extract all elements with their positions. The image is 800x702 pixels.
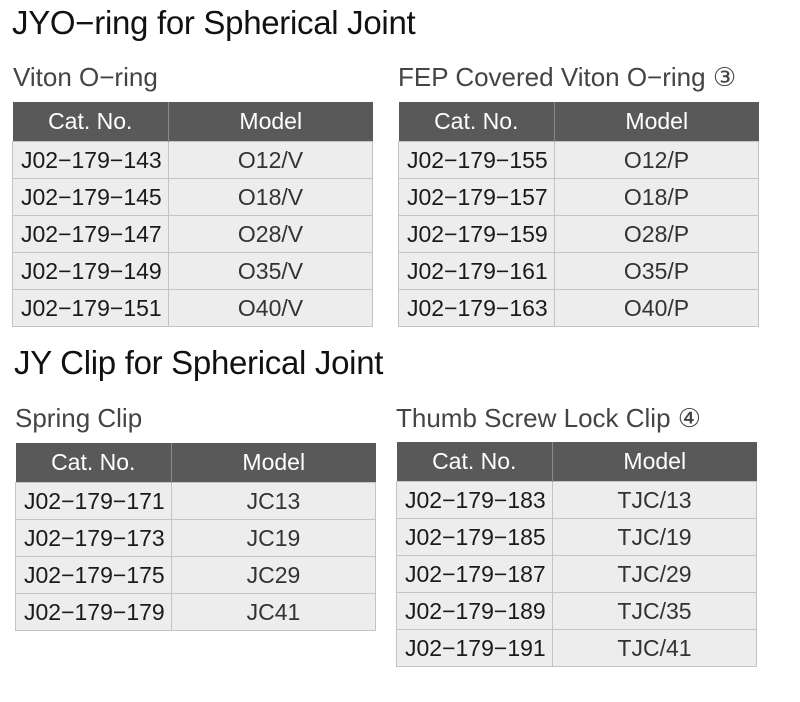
table-header-row [397, 442, 757, 482]
model-cell: TJC/13 [553, 482, 757, 519]
cat-no-cell: J02−179−191 [397, 630, 553, 667]
table-title-spring-clip: Spring Clip [15, 403, 143, 433]
table-row [16, 520, 376, 557]
model-cell: TJC/41 [553, 630, 757, 667]
cat-no-cell: J02−179−183 [397, 482, 553, 519]
thumb-screw-lock-clip-table [396, 442, 757, 667]
table-row [16, 483, 376, 520]
table-row [397, 482, 757, 519]
cat-no-cell: J02−179−173 [16, 520, 172, 557]
table-header-row [16, 443, 376, 483]
model-cell: O35/V [169, 253, 373, 290]
cat-no-cell: J02−179−147 [13, 216, 169, 253]
model-cell: O28/V [169, 216, 373, 253]
model-cell: JC19 [172, 520, 376, 557]
column-header-model: Model [555, 102, 759, 142]
table-row [13, 179, 373, 216]
table-row [397, 593, 757, 630]
cat-no-cell: J02−179−161 [399, 253, 555, 290]
model-cell: O12/V [169, 142, 373, 179]
table-title-viton-o-ring: Viton O−ring [13, 62, 158, 92]
table-header-row [13, 102, 373, 142]
spring-clip-table [15, 443, 376, 631]
fep-covered-viton-o-ring-table [398, 102, 759, 327]
table-row [16, 557, 376, 594]
column-header-cat-no: Cat. No. [399, 102, 555, 142]
model-cell: TJC/29 [553, 556, 757, 593]
model-cell: O35/P [555, 253, 759, 290]
cat-no-cell: J02−179−151 [13, 290, 169, 327]
model-cell: O28/P [555, 216, 759, 253]
column-header-model: Model [169, 102, 373, 142]
table-header-row [399, 102, 759, 142]
table-title-fep-covered-viton-o-ring: FEP Covered Viton O−ring ③ [398, 62, 737, 92]
section-title-jyo-ring: JYO−ring for Spherical Joint [12, 4, 416, 41]
column-header-cat-no: Cat. No. [13, 102, 169, 142]
column-header-cat-no: Cat. No. [397, 442, 553, 482]
cat-no-cell: J02−179−189 [397, 593, 553, 630]
column-header-model: Model [172, 443, 376, 483]
model-cell: O18/P [555, 179, 759, 216]
model-cell: O40/P [555, 290, 759, 327]
table-row [399, 253, 759, 290]
table-row [13, 142, 373, 179]
model-cell: JC29 [172, 557, 376, 594]
table-title-thumb-screw-lock-clip: Thumb Screw Lock Clip ④ [396, 403, 702, 433]
cat-no-cell: J02−179−187 [397, 556, 553, 593]
cat-no-cell: J02−179−171 [16, 483, 172, 520]
cat-no-cell: J02−179−159 [399, 216, 555, 253]
cat-no-cell: J02−179−175 [16, 557, 172, 594]
table-row [399, 179, 759, 216]
cat-no-cell: J02−179−157 [399, 179, 555, 216]
table-row [13, 216, 373, 253]
table-row [397, 630, 757, 667]
cat-no-cell: J02−179−145 [13, 179, 169, 216]
model-cell: JC13 [172, 483, 376, 520]
cat-no-cell: J02−179−155 [399, 142, 555, 179]
model-cell: O40/V [169, 290, 373, 327]
viton-o-ring-table [12, 102, 373, 327]
model-cell: TJC/19 [553, 519, 757, 556]
table-row [397, 556, 757, 593]
cat-no-cell: J02−179−179 [16, 594, 172, 631]
model-cell: TJC/35 [553, 593, 757, 630]
model-cell: O12/P [555, 142, 759, 179]
model-cell: JC41 [172, 594, 376, 631]
table-row [397, 519, 757, 556]
cat-no-cell: J02−179−143 [13, 142, 169, 179]
column-header-model: Model [553, 442, 757, 482]
table-row [399, 290, 759, 327]
table-row [13, 290, 373, 327]
table-row [13, 253, 373, 290]
section-title-jy-clip: JY Clip for Spherical Joint [14, 344, 384, 381]
cat-no-cell: J02−179−163 [399, 290, 555, 327]
table-row [399, 216, 759, 253]
table-row [399, 142, 759, 179]
table-row [16, 594, 376, 631]
column-header-cat-no: Cat. No. [16, 443, 172, 483]
cat-no-cell: J02−179−149 [13, 253, 169, 290]
cat-no-cell: J02−179−185 [397, 519, 553, 556]
model-cell: O18/V [169, 179, 373, 216]
